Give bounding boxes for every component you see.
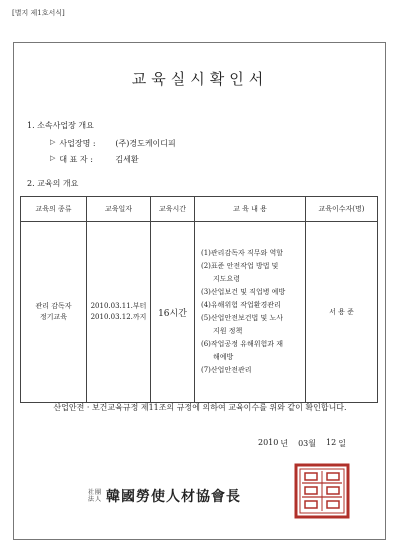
organization-title: 韓國勞使人材協會長 [106, 489, 241, 505]
header-date: 교육일자 [87, 197, 151, 222]
info-row-company [50, 138, 176, 149]
date-year-unit: 년 [280, 439, 289, 448]
header-contents: 교 육 내 용 [195, 197, 306, 222]
date-month: 03월 [298, 439, 317, 448]
content-item: (2)표준 안전작업 방법 및 [201, 262, 279, 270]
education-table-wrapper [20, 196, 377, 403]
date-line: 2010.03.12.까지 [90, 313, 147, 321]
ceo-label: 대 표 자 : [59, 155, 93, 164]
education-table [20, 196, 378, 403]
type-line: 정기교육 [39, 313, 68, 321]
content-item: (5)산업안전보건법 및 노사 [201, 314, 283, 322]
date-year: 2010 [258, 438, 279, 447]
arrow-bullet-icon: ▷ [50, 154, 56, 162]
confirmation-statement: 산업안전 · 보건교육규정 제11조의 규정에 의하여 교육이수를 위와 같이 확인합니다. [53, 403, 347, 412]
content-item: (7)산업안전관리 [201, 366, 252, 374]
content-item: 해예방 [213, 353, 234, 361]
organization-prefix: 社團法人 [88, 489, 103, 503]
content-item: 지도요령 [213, 275, 241, 283]
content-item: 지원 정책 [213, 327, 243, 335]
table-header-row [21, 197, 378, 222]
company-label: 사업장명 : [59, 139, 96, 148]
organization-name [88, 486, 241, 506]
date-day: 12 [326, 438, 337, 447]
content-item: (3)산업보건 및 직업병 예방 [201, 288, 286, 296]
info-row-ceo [50, 154, 139, 165]
issue-date [258, 438, 346, 449]
type-line: 관리 감독자 [35, 302, 72, 310]
section2-heading: 2. 교육의 개요 [27, 179, 79, 188]
ceo-value: 김세환 [115, 155, 139, 164]
cell-attendee: 서 용 준 [306, 222, 378, 403]
date-day-unit: 일 [338, 439, 346, 448]
cell-hours: 16시간 [151, 222, 195, 403]
cell-contents [195, 222, 306, 403]
form-number-tag: [별지 제1호서식] [12, 9, 65, 17]
content-item: (1)관리감독자 직무와 역할 [201, 249, 283, 257]
table-row [21, 222, 378, 403]
header-hours: 교육시간 [151, 197, 195, 222]
cell-date [87, 222, 151, 403]
header-type: 교육의 종류 [21, 197, 87, 222]
arrow-bullet-icon: ▷ [50, 138, 56, 146]
content-item: (4)유해위험 작업환경관리 [201, 301, 281, 309]
content-item: (6)작업공정 유해위험과 재 [201, 340, 283, 348]
document-title: 교육실시확인서 [131, 70, 269, 88]
section1-heading: 1. 소속사업장 개요 [27, 121, 94, 130]
date-line: 2010.03.11.부터 [90, 302, 147, 310]
official-seal-icon [294, 463, 350, 519]
cell-type [21, 222, 87, 403]
header-attendee: 교육이수자(명) [306, 197, 378, 222]
company-value: (주)경도케이디피 [115, 139, 176, 148]
